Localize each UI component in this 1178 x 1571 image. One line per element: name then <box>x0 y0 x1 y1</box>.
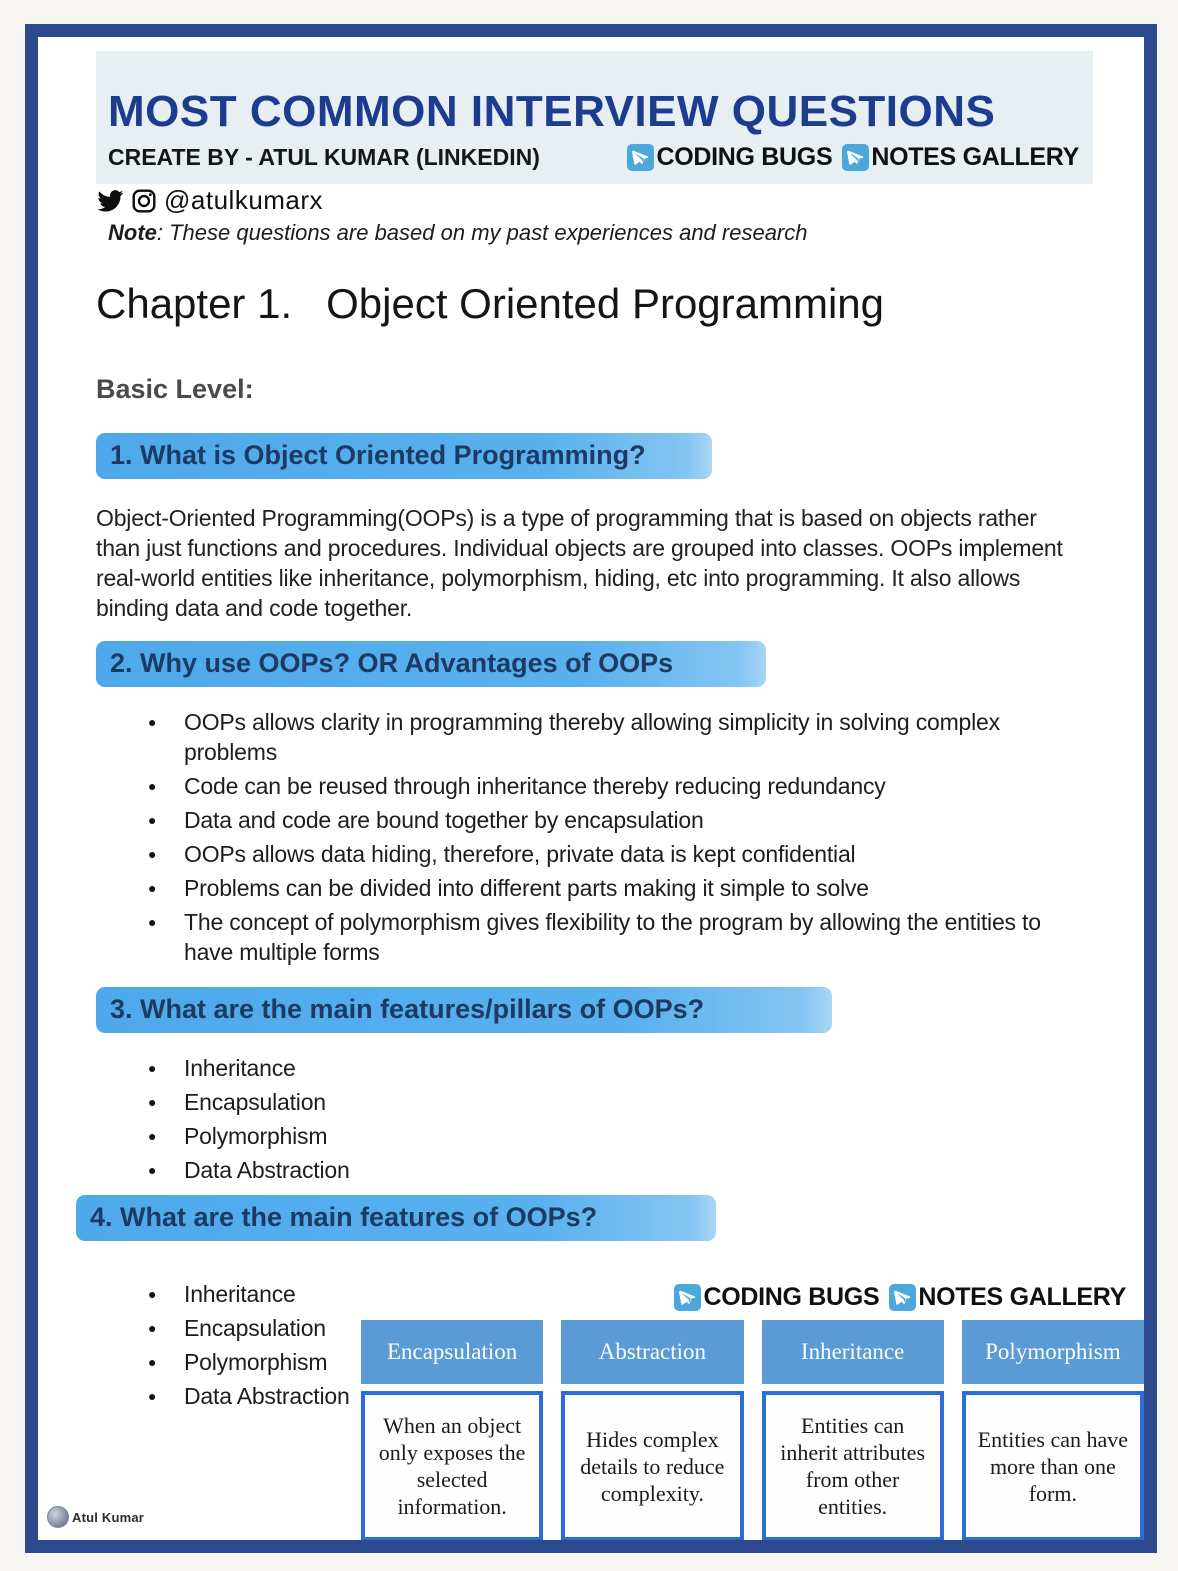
bullet-item: ● The concept of polymorphism gives flexibility to the program by allowing the entities to have multiple forms <box>96 907 1096 967</box>
telegram-icon <box>674 1284 701 1311</box>
chapter-heading <box>96 280 1094 328</box>
bullet-item: ● Polymorphism <box>96 1121 1094 1151</box>
card-description: Entities can inherit attributes from other entities. <box>762 1391 944 1541</box>
advantages-list <box>96 707 1096 967</box>
badge-label: CODING BUGS <box>703 1283 880 1311</box>
telegram-badges <box>627 143 1079 172</box>
telegram-link-notes-gallery[interactable] <box>889 1283 1126 1312</box>
header-banner <box>96 51 1093 184</box>
instagram-icon <box>131 188 157 214</box>
feature-cards-column <box>361 1259 1144 1541</box>
feature-card-encapsulation <box>361 1320 543 1541</box>
bullet-item: ● Encapsulation <box>96 1313 361 1343</box>
author-avatar <box>47 1506 69 1528</box>
card-title: Inheritance <box>762 1320 944 1384</box>
badge-label: NOTES GALLERY <box>871 143 1079 171</box>
bullet-item: ● Inheritance <box>96 1279 361 1309</box>
byline-row <box>108 143 1079 172</box>
chapter-number: Chapter 1. <box>96 280 293 327</box>
telegram-icon <box>627 144 654 171</box>
card-title: Abstraction <box>561 1320 743 1384</box>
answer-paragraph-1: Object-Oriented Programming(OOPs) is a type of programming that is based on objects rather than just functions and procedures. Individual objects are grouped into classes. OOPs implement real-world entities like inheritance, polymorphism, hiding, etc into programming. It also allows binding data and code together. <box>96 505 1063 621</box>
bullet-item: ● Polymorphism <box>96 1347 361 1377</box>
note-line <box>96 220 1094 246</box>
social-handle-row <box>96 185 1094 216</box>
telegram-link-coding-bugs[interactable] <box>674 1283 879 1312</box>
card-description: When an object only exposes the selected information. <box>361 1391 543 1541</box>
telegram-link-notes-gallery[interactable] <box>842 143 1079 172</box>
question-heading-4: 4. What are the main features of OOPs? <box>76 1195 716 1241</box>
page-content <box>38 51 1144 1541</box>
pillars-list <box>96 1053 1094 1185</box>
features-list-column <box>96 1259 361 1541</box>
twitter-icon <box>96 187 124 215</box>
footer-telegram-badges <box>361 1283 1144 1312</box>
bullet-item: ● Data and code are bound together by encapsulation <box>96 805 1096 835</box>
author-credit: CREATE BY - ATUL KUMAR (LINKEDIN) <box>108 144 540 170</box>
card-title: Encapsulation <box>361 1320 543 1384</box>
feature-card-abstraction <box>561 1320 743 1541</box>
telegram-icon <box>842 144 869 171</box>
features-list <box>96 1279 361 1411</box>
question-heading-1: 1. What is Object Oriented Programming? <box>96 433 712 479</box>
bottom-section <box>96 1259 1129 1541</box>
chapter-title: Object Oriented Programming <box>326 280 885 327</box>
badge-label: CODING BUGS <box>656 143 833 171</box>
telegram-link-coding-bugs[interactable] <box>627 143 832 172</box>
question-heading-3: 3. What are the main features/pillars of OOPs? <box>96 987 832 1033</box>
document-page <box>25 24 1157 1553</box>
card-description: Hides complex details to reduce complexity. <box>561 1391 743 1541</box>
bullet-item: ● Inheritance <box>96 1053 1094 1083</box>
card-title: Polymorphism <box>962 1320 1144 1384</box>
bullet-item: ● OOPs allows clarity in programming thereby allowing simplicity in solving complex problems <box>96 707 1096 767</box>
social-handle[interactable]: @atulkumarx <box>164 185 324 215</box>
note-label: Note <box>108 220 157 245</box>
page-title: MOST COMMON INTERVIEW QUESTIONS <box>108 87 996 136</box>
feature-card-polymorphism <box>962 1320 1144 1541</box>
bullet-item: ● Encapsulation <box>96 1087 1094 1117</box>
bullet-item: ● Data Abstraction <box>96 1155 1094 1185</box>
telegram-icon <box>889 1284 916 1311</box>
feature-card-inheritance <box>762 1320 944 1541</box>
bullet-item: ● OOPs allows data hiding, therefore, private data is kept confidential <box>96 839 1096 869</box>
author-watermark <box>47 1506 144 1528</box>
bullet-item: ● Problems can be divided into different parts making it simple to solve <box>96 873 1096 903</box>
bullet-item: ● Data Abstraction <box>96 1381 361 1411</box>
note-text: : These questions are based on my past experiences and research <box>156 220 808 245</box>
feature-cards-grid <box>361 1320 1144 1541</box>
badge-label: NOTES GALLERY <box>918 1283 1126 1311</box>
bullet-item: ● Code can be reused through inheritance thereby reducing redundancy <box>96 771 1096 801</box>
card-description: Entities can have more than one form. <box>962 1391 1144 1541</box>
author-name: Atul Kumar <box>72 1509 145 1525</box>
level-heading: Basic Level: <box>96 374 254 404</box>
question-heading-2: 2. Why use OOPs? OR Advantages of OOPs <box>96 641 766 687</box>
